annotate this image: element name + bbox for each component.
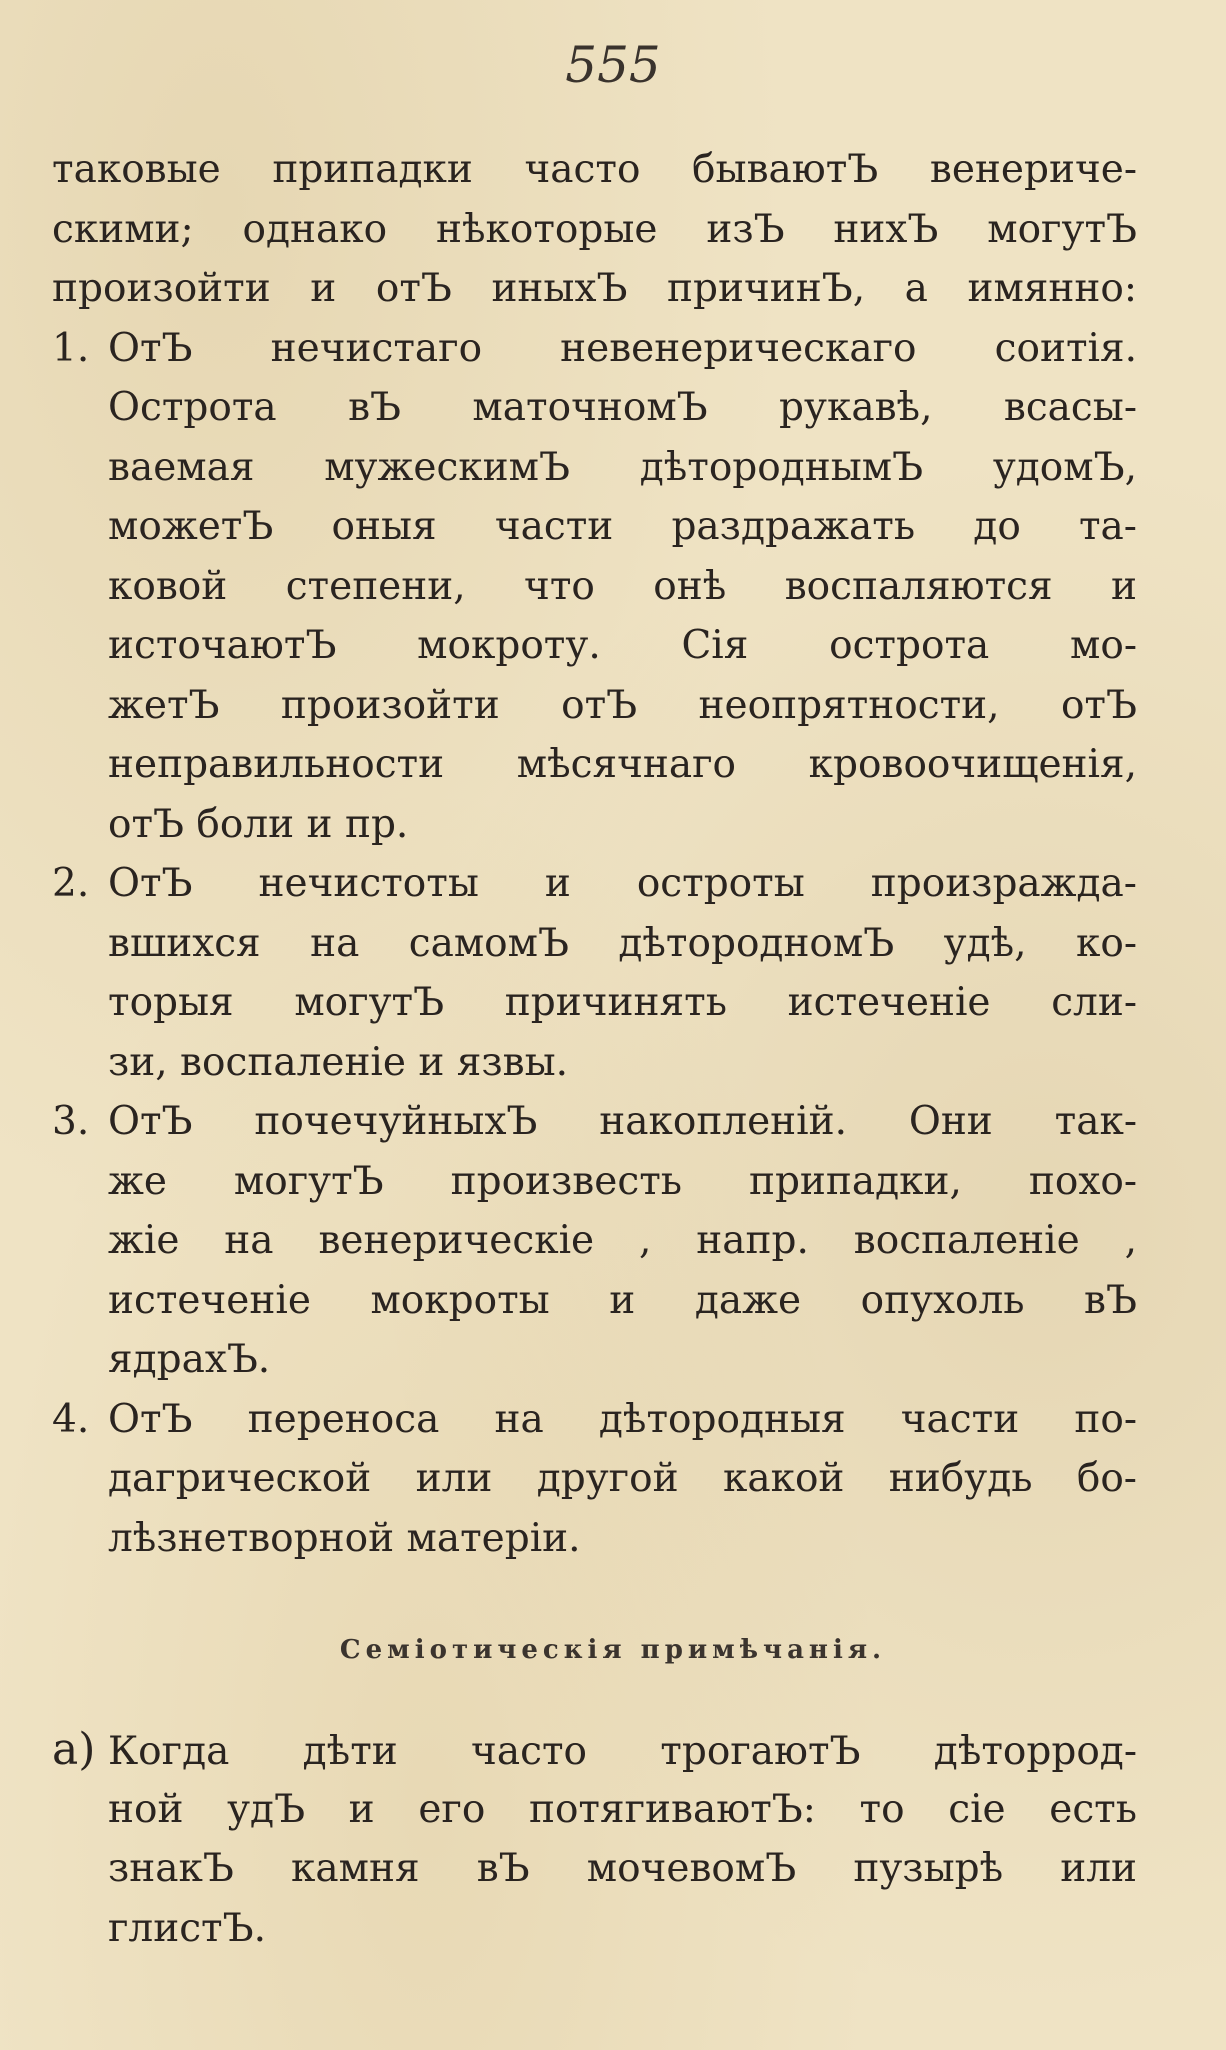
text-line: произойти и отЪ иныхЪ причинЪ, а имянно: (52, 266, 1137, 311)
text-line: жіе на венерическіе , напр. воспаленіе , (108, 1218, 1137, 1263)
text-line: ной удЪ и его потягиваютЪ: то сіе есть (108, 1786, 1137, 1832)
text-line: ядрахЪ. (108, 1337, 271, 1382)
item-number: 2. (52, 861, 90, 906)
text-line: зи, воспаленіе и язвы. (108, 1039, 569, 1085)
text-line: скими; однако нѣкоторые изЪ нихЪ могутЪ (52, 206, 1137, 252)
line-text: ОтЪ нечистоты и остроты произражда- (108, 861, 1137, 906)
page-number: 555 (565, 36, 661, 94)
text-line: отЪ боли и пр. (108, 801, 409, 847)
line-text: Когда дѣти часто трогаютЪ дѣторрод- (108, 1729, 1137, 1774)
text-line: ковой степени, что онѣ воспаляются и (108, 563, 1137, 609)
text-line: истеченіе мокроты и даже опухоль вЪ (108, 1277, 1137, 1323)
text-line: неправильности мѣсячнаго кровоочищенія, (108, 742, 1137, 787)
text-line: лѣзнетворной матеріи. (108, 1515, 581, 1561)
text-line: знакЪ камня вЪ мочевомЪ пузырѣ или (108, 1846, 1137, 1891)
cause-item-1 (52, 319, 1137, 855)
text-line: источаютЪ мокроту. Сія острота мо- (108, 623, 1137, 668)
text-line (52, 854, 1137, 914)
text-line (52, 1720, 1137, 1780)
item-number: 1. (52, 325, 90, 371)
note-a (52, 1720, 1137, 1958)
line-text: ОтЪ нечистаго невенерическаго соитія. (108, 325, 1137, 371)
cause-item-2 (52, 854, 1137, 1092)
text-line: Острота вЪ маточномЪ рукавѣ, всасы- (108, 385, 1137, 430)
item-number: 4. (52, 1396, 90, 1442)
cause-item-3 (52, 1092, 1137, 1390)
body-text (52, 140, 1137, 1568)
text-line: вшихся на самомЪ дѣтородномЪ удѣ, ко- (108, 920, 1137, 966)
line-text: ОтЪ почечуйныхЪ накопленій. Они так- (108, 1099, 1137, 1144)
text-line: торыя могутЪ причинять истеченіе сли- (108, 980, 1137, 1025)
text-line: ваемая мужескимЪ дѣтороднымЪ удомЪ, (108, 444, 1137, 490)
text-line: таковые припадки часто бываютЪ венериче- (52, 147, 1137, 192)
text-line: можетЪ оныя части раздражать до та- (108, 504, 1137, 549)
text-line (52, 1390, 1137, 1450)
text-line: же могутЪ произвесть припадки, похо- (108, 1158, 1137, 1204)
item-number: 3. (52, 1099, 90, 1144)
line-text: ОтЪ переноса на дѣтородныя части по- (108, 1396, 1137, 1442)
text-line (52, 1092, 1137, 1152)
text-line: дагрической или другой какой нибудь бо- (108, 1456, 1137, 1501)
note-marker: а) (52, 1724, 96, 1775)
text-line: жетЪ произойти отЪ неопрятности, отЪ (108, 682, 1137, 728)
text-line: глистЪ. (108, 1905, 266, 1951)
section-heading: Семіотическія примѣчанія. (339, 1635, 887, 1665)
cause-item-4 (52, 1390, 1137, 1569)
text-line (52, 319, 1137, 379)
